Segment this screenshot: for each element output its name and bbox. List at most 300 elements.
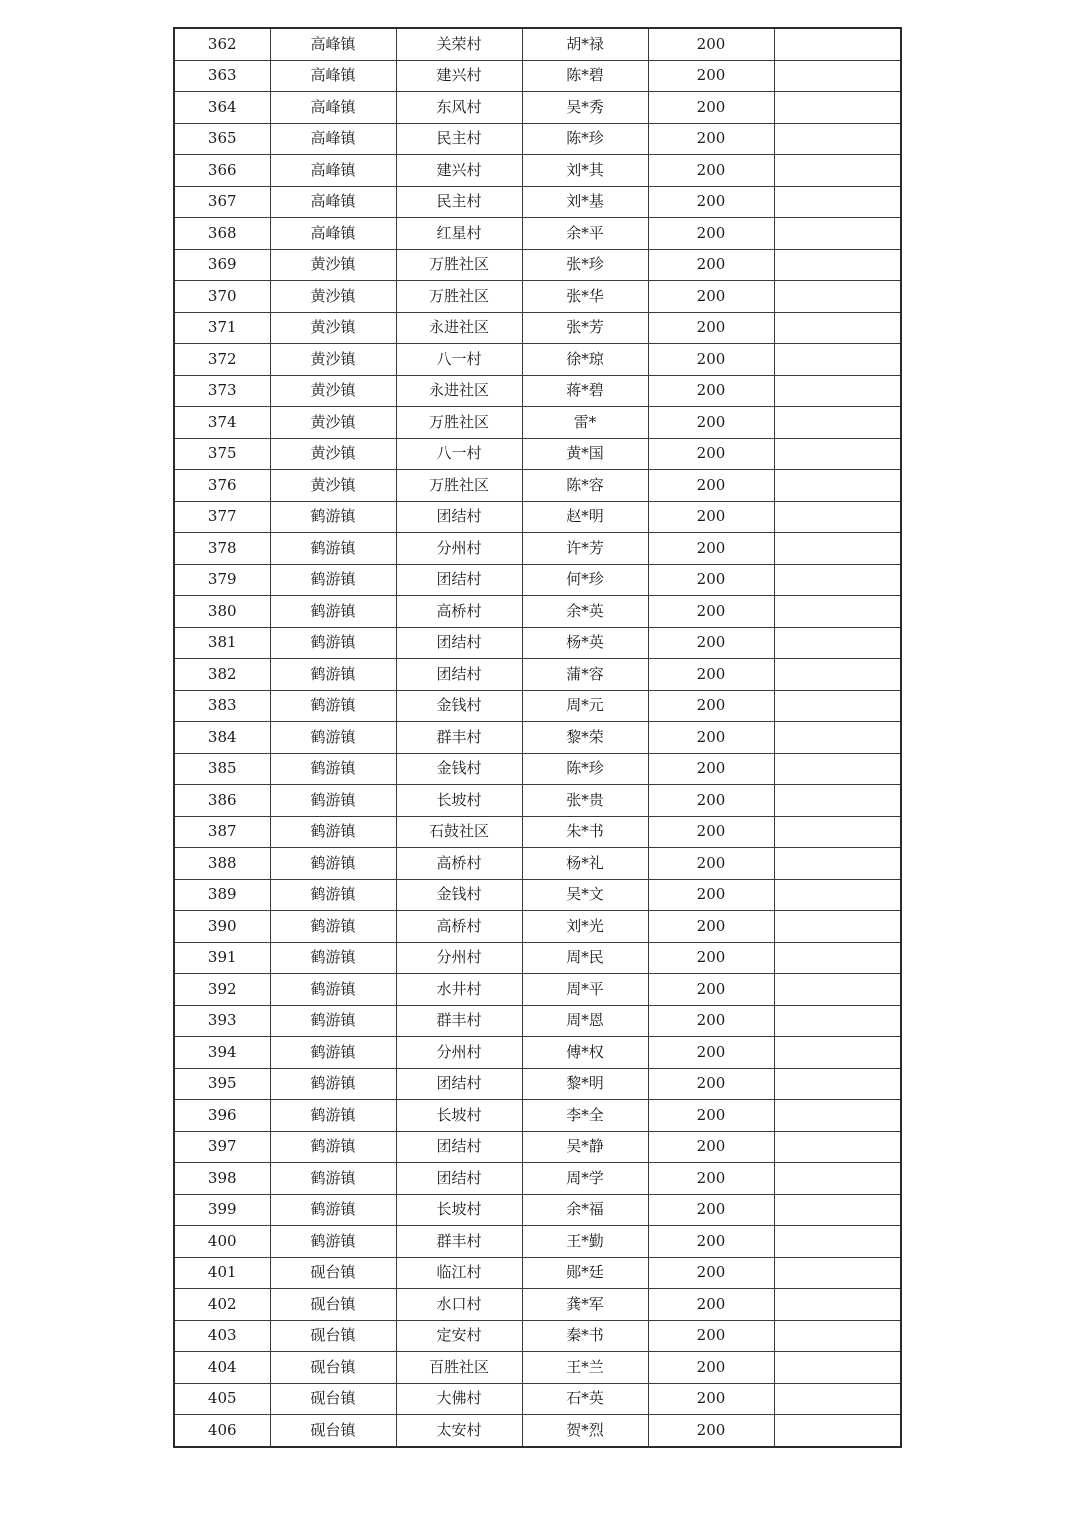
village-cell: 高桥村: [396, 848, 522, 880]
note-cell: [774, 60, 901, 92]
name-cell: 雷*: [522, 407, 648, 439]
town-cell: 鹤游镇: [270, 564, 396, 596]
amount-cell: 200: [648, 218, 774, 250]
table-row: [174, 564, 901, 596]
table-row: [174, 1257, 901, 1289]
village-cell: 水口村: [396, 1289, 522, 1321]
amount-cell: 200: [648, 879, 774, 911]
town-cell: 鹤游镇: [270, 1037, 396, 1069]
table-row: [174, 155, 901, 187]
village-cell: 定安村: [396, 1320, 522, 1352]
name-cell: 李*全: [522, 1100, 648, 1132]
amount-cell: 200: [648, 1352, 774, 1384]
village-cell: 红星村: [396, 218, 522, 250]
town-cell: 高峰镇: [270, 60, 396, 92]
name-cell: 刘*光: [522, 911, 648, 943]
village-cell: 金钱村: [396, 879, 522, 911]
village-cell: 永进社区: [396, 312, 522, 344]
note-cell: [774, 281, 901, 313]
village-cell: 水井村: [396, 974, 522, 1006]
village-cell: 群丰村: [396, 1226, 522, 1258]
table-row: [174, 1352, 901, 1384]
village-cell: 群丰村: [396, 1005, 522, 1037]
name-cell: 贺*烈: [522, 1415, 648, 1447]
amount-cell: 200: [648, 596, 774, 628]
name-cell: 赵*明: [522, 501, 648, 533]
amount-cell: 200: [648, 816, 774, 848]
town-cell: 鹤游镇: [270, 1194, 396, 1226]
row-number-cell: 362: [174, 28, 270, 60]
note-cell: [774, 1383, 901, 1415]
village-cell: 百胜社区: [396, 1352, 522, 1384]
name-cell: 陈*容: [522, 470, 648, 502]
name-cell: 张*珍: [522, 249, 648, 281]
note-cell: [774, 1352, 901, 1384]
table-row: [174, 1383, 901, 1415]
village-cell: 太安村: [396, 1415, 522, 1447]
village-cell: 万胜社区: [396, 470, 522, 502]
name-cell: 王*勤: [522, 1226, 648, 1258]
village-cell: 团结村: [396, 564, 522, 596]
town-cell: 鹤游镇: [270, 942, 396, 974]
name-cell: 陈*碧: [522, 60, 648, 92]
name-cell: 刘*其: [522, 155, 648, 187]
town-cell: 黄沙镇: [270, 470, 396, 502]
note-cell: [774, 218, 901, 250]
row-number-cell: 373: [174, 375, 270, 407]
name-cell: 王*兰: [522, 1352, 648, 1384]
town-cell: 鹤游镇: [270, 596, 396, 628]
note-cell: [774, 816, 901, 848]
table-row: [174, 123, 901, 155]
row-number-cell: 404: [174, 1352, 270, 1384]
note-cell: [774, 1100, 901, 1132]
row-number-cell: 383: [174, 690, 270, 722]
amount-cell: 200: [648, 1226, 774, 1258]
row-number-cell: 379: [174, 564, 270, 596]
row-number-cell: 381: [174, 627, 270, 659]
row-number-cell: 399: [174, 1194, 270, 1226]
village-cell: 八一村: [396, 438, 522, 470]
table-row: [174, 249, 901, 281]
village-cell: 临江村: [396, 1257, 522, 1289]
row-number-cell: 367: [174, 186, 270, 218]
table-row: [174, 690, 901, 722]
note-cell: [774, 1163, 901, 1195]
amount-cell: 200: [648, 1383, 774, 1415]
note-cell: [774, 753, 901, 785]
village-cell: 分州村: [396, 533, 522, 565]
town-cell: 鹤游镇: [270, 848, 396, 880]
note-cell: [774, 92, 901, 124]
amount-cell: 200: [648, 1100, 774, 1132]
village-cell: 建兴村: [396, 155, 522, 187]
amount-cell: 200: [648, 1037, 774, 1069]
town-cell: 鹤游镇: [270, 816, 396, 848]
town-cell: 黄沙镇: [270, 312, 396, 344]
amount-cell: 200: [648, 312, 774, 344]
village-cell: 金钱村: [396, 753, 522, 785]
row-number-cell: 384: [174, 722, 270, 754]
amount-cell: 200: [648, 60, 774, 92]
row-number-cell: 369: [174, 249, 270, 281]
note-cell: [774, 1226, 901, 1258]
amount-cell: 200: [648, 627, 774, 659]
note-cell: [774, 942, 901, 974]
town-cell: 鹤游镇: [270, 501, 396, 533]
amount-cell: 200: [648, 942, 774, 974]
town-cell: 黄沙镇: [270, 438, 396, 470]
note-cell: [774, 1257, 901, 1289]
amount-cell: 200: [648, 911, 774, 943]
note-cell: [774, 312, 901, 344]
name-cell: 何*珍: [522, 564, 648, 596]
table-row: [174, 533, 901, 565]
note-cell: [774, 344, 901, 376]
name-cell: 周*恩: [522, 1005, 648, 1037]
table-row: [174, 312, 901, 344]
name-cell: 徐*琼: [522, 344, 648, 376]
table-row: [174, 879, 901, 911]
table-row: [174, 501, 901, 533]
amount-cell: 200: [648, 92, 774, 124]
town-cell: 黄沙镇: [270, 344, 396, 376]
name-cell: 秦*书: [522, 1320, 648, 1352]
name-cell: 傅*权: [522, 1037, 648, 1069]
name-cell: 蒋*碧: [522, 375, 648, 407]
row-number-cell: 394: [174, 1037, 270, 1069]
name-cell: 陈*珍: [522, 753, 648, 785]
town-cell: 鹤游镇: [270, 1163, 396, 1195]
amount-cell: 200: [648, 564, 774, 596]
town-cell: 鹤游镇: [270, 1005, 396, 1037]
town-cell: 鹤游镇: [270, 1100, 396, 1132]
table-row: [174, 281, 901, 313]
amount-cell: 200: [648, 249, 774, 281]
name-cell: 张*贵: [522, 785, 648, 817]
amount-cell: 200: [648, 28, 774, 60]
table-row: [174, 1289, 901, 1321]
table-row: [174, 942, 901, 974]
recipient-table: [173, 27, 902, 1448]
village-cell: 分州村: [396, 942, 522, 974]
row-number-cell: 390: [174, 911, 270, 943]
amount-cell: 200: [648, 753, 774, 785]
note-cell: [774, 564, 901, 596]
row-number-cell: 377: [174, 501, 270, 533]
name-cell: 蒲*容: [522, 659, 648, 691]
note-cell: [774, 155, 901, 187]
name-cell: 朱*书: [522, 816, 648, 848]
name-cell: 张*芳: [522, 312, 648, 344]
name-cell: 许*芳: [522, 533, 648, 565]
table-row: [174, 1068, 901, 1100]
name-cell: 黎*荣: [522, 722, 648, 754]
row-number-cell: 391: [174, 942, 270, 974]
amount-cell: 200: [648, 1068, 774, 1100]
note-cell: [774, 438, 901, 470]
village-cell: 团结村: [396, 1068, 522, 1100]
table-row: [174, 375, 901, 407]
village-cell: 万胜社区: [396, 249, 522, 281]
note-cell: [774, 533, 901, 565]
village-cell: 高桥村: [396, 596, 522, 628]
village-cell: 团结村: [396, 659, 522, 691]
town-cell: 鹤游镇: [270, 974, 396, 1006]
table-row: [174, 1194, 901, 1226]
row-number-cell: 386: [174, 785, 270, 817]
town-cell: 高峰镇: [270, 218, 396, 250]
town-cell: 鹤游镇: [270, 533, 396, 565]
village-cell: 长坡村: [396, 785, 522, 817]
town-cell: 鹤游镇: [270, 753, 396, 785]
name-cell: 张*华: [522, 281, 648, 313]
table-row: [174, 438, 901, 470]
amount-cell: 200: [648, 501, 774, 533]
note-cell: [774, 1194, 901, 1226]
amount-cell: 200: [648, 659, 774, 691]
village-cell: 关荣村: [396, 28, 522, 60]
name-cell: 周*民: [522, 942, 648, 974]
row-number-cell: 376: [174, 470, 270, 502]
town-cell: 黄沙镇: [270, 375, 396, 407]
town-cell: 砚台镇: [270, 1257, 396, 1289]
village-cell: 万胜社区: [396, 281, 522, 313]
name-cell: 杨*礼: [522, 848, 648, 880]
town-cell: 高峰镇: [270, 28, 396, 60]
note-cell: [774, 1005, 901, 1037]
town-cell: 黄沙镇: [270, 249, 396, 281]
town-cell: 鹤游镇: [270, 722, 396, 754]
row-number-cell: 397: [174, 1131, 270, 1163]
note-cell: [774, 470, 901, 502]
table-row: [174, 1163, 901, 1195]
town-cell: 高峰镇: [270, 155, 396, 187]
note-cell: [774, 186, 901, 218]
row-number-cell: 374: [174, 407, 270, 439]
row-number-cell: 403: [174, 1320, 270, 1352]
note-cell: [774, 879, 901, 911]
table-row: [174, 974, 901, 1006]
amount-cell: 200: [648, 533, 774, 565]
village-cell: 永进社区: [396, 375, 522, 407]
village-cell: 团结村: [396, 1131, 522, 1163]
name-cell: 郧*廷: [522, 1257, 648, 1289]
name-cell: 胡*禄: [522, 28, 648, 60]
note-cell: [774, 627, 901, 659]
row-number-cell: 406: [174, 1415, 270, 1447]
name-cell: 陈*珍: [522, 123, 648, 155]
table-row: [174, 1037, 901, 1069]
amount-cell: 200: [648, 848, 774, 880]
amount-cell: 200: [648, 1005, 774, 1037]
note-cell: [774, 28, 901, 60]
amount-cell: 200: [648, 722, 774, 754]
village-cell: 团结村: [396, 1163, 522, 1195]
village-cell: 万胜社区: [396, 407, 522, 439]
town-cell: 鹤游镇: [270, 1226, 396, 1258]
amount-cell: 200: [648, 375, 774, 407]
note-cell: [774, 1037, 901, 1069]
note-cell: [774, 690, 901, 722]
town-cell: 鹤游镇: [270, 1068, 396, 1100]
town-cell: 鹤游镇: [270, 911, 396, 943]
row-number-cell: 382: [174, 659, 270, 691]
village-cell: 长坡村: [396, 1194, 522, 1226]
amount-cell: 200: [648, 470, 774, 502]
amount-cell: 200: [648, 1257, 774, 1289]
row-number-cell: 371: [174, 312, 270, 344]
town-cell: 鹤游镇: [270, 690, 396, 722]
row-number-cell: 370: [174, 281, 270, 313]
village-cell: 东风村: [396, 92, 522, 124]
village-cell: 金钱村: [396, 690, 522, 722]
amount-cell: 200: [648, 1320, 774, 1352]
village-cell: 分州村: [396, 1037, 522, 1069]
village-cell: 长坡村: [396, 1100, 522, 1132]
village-cell: 民主村: [396, 186, 522, 218]
town-cell: 黄沙镇: [270, 407, 396, 439]
amount-cell: 200: [648, 1194, 774, 1226]
amount-cell: 200: [648, 123, 774, 155]
table-row: [174, 722, 901, 754]
amount-cell: 200: [648, 186, 774, 218]
note-cell: [774, 722, 901, 754]
table-row: [174, 659, 901, 691]
amount-cell: 200: [648, 344, 774, 376]
table-row: [174, 344, 901, 376]
row-number-cell: 396: [174, 1100, 270, 1132]
table-row: [174, 816, 901, 848]
village-cell: 民主村: [396, 123, 522, 155]
name-cell: 吴*文: [522, 879, 648, 911]
amount-cell: 200: [648, 407, 774, 439]
note-cell: [774, 1320, 901, 1352]
row-number-cell: 392: [174, 974, 270, 1006]
row-number-cell: 400: [174, 1226, 270, 1258]
table-row: [174, 407, 901, 439]
village-cell: 团结村: [396, 627, 522, 659]
name-cell: 吴*秀: [522, 92, 648, 124]
table-row: [174, 911, 901, 943]
name-cell: 黄*国: [522, 438, 648, 470]
note-cell: [774, 123, 901, 155]
table-row: [174, 1131, 901, 1163]
table-row: [174, 1100, 901, 1132]
town-cell: 砚台镇: [270, 1352, 396, 1384]
recipient-table-body: [174, 28, 901, 1447]
note-cell: [774, 785, 901, 817]
note-cell: [774, 407, 901, 439]
name-cell: 刘*基: [522, 186, 648, 218]
village-cell: 八一村: [396, 344, 522, 376]
town-cell: 高峰镇: [270, 186, 396, 218]
table-row: [174, 596, 901, 628]
town-cell: 黄沙镇: [270, 281, 396, 313]
row-number-cell: 401: [174, 1257, 270, 1289]
row-number-cell: 389: [174, 879, 270, 911]
table-row: [174, 28, 901, 60]
row-number-cell: 368: [174, 218, 270, 250]
amount-cell: 200: [648, 1163, 774, 1195]
table-row: [174, 1320, 901, 1352]
village-cell: 高桥村: [396, 911, 522, 943]
row-number-cell: 398: [174, 1163, 270, 1195]
row-number-cell: 388: [174, 848, 270, 880]
name-cell: 余*平: [522, 218, 648, 250]
note-cell: [774, 911, 901, 943]
amount-cell: 200: [648, 974, 774, 1006]
village-cell: 石鼓社区: [396, 816, 522, 848]
table-row: [174, 848, 901, 880]
village-cell: 建兴村: [396, 60, 522, 92]
note-cell: [774, 596, 901, 628]
table-row: [174, 218, 901, 250]
name-cell: 余*英: [522, 596, 648, 628]
row-number-cell: 395: [174, 1068, 270, 1100]
note-cell: [774, 249, 901, 281]
table-row: [174, 1005, 901, 1037]
amount-cell: 200: [648, 1289, 774, 1321]
table-row: [174, 470, 901, 502]
town-cell: 鹤游镇: [270, 879, 396, 911]
row-number-cell: 405: [174, 1383, 270, 1415]
note-cell: [774, 659, 901, 691]
note-cell: [774, 1068, 901, 1100]
table-row: [174, 1415, 901, 1447]
row-number-cell: 364: [174, 92, 270, 124]
town-cell: 砚台镇: [270, 1415, 396, 1447]
name-cell: 杨*英: [522, 627, 648, 659]
row-number-cell: 363: [174, 60, 270, 92]
amount-cell: 200: [648, 785, 774, 817]
name-cell: 周*学: [522, 1163, 648, 1195]
row-number-cell: 372: [174, 344, 270, 376]
table-row: [174, 1226, 901, 1258]
row-number-cell: 393: [174, 1005, 270, 1037]
town-cell: 鹤游镇: [270, 785, 396, 817]
name-cell: 黎*明: [522, 1068, 648, 1100]
note-cell: [774, 1289, 901, 1321]
note-cell: [774, 501, 901, 533]
town-cell: 砚台镇: [270, 1320, 396, 1352]
name-cell: 吴*静: [522, 1131, 648, 1163]
table-row: [174, 60, 901, 92]
note-cell: [774, 848, 901, 880]
amount-cell: 200: [648, 155, 774, 187]
row-number-cell: 380: [174, 596, 270, 628]
town-cell: 高峰镇: [270, 123, 396, 155]
note-cell: [774, 375, 901, 407]
note-cell: [774, 974, 901, 1006]
town-cell: 鹤游镇: [270, 1131, 396, 1163]
town-cell: 砚台镇: [270, 1383, 396, 1415]
table-row: [174, 92, 901, 124]
note-cell: [774, 1131, 901, 1163]
table-row: [174, 627, 901, 659]
town-cell: 高峰镇: [270, 92, 396, 124]
amount-cell: 200: [648, 1131, 774, 1163]
table-row: [174, 785, 901, 817]
town-cell: 砚台镇: [270, 1289, 396, 1321]
row-number-cell: 365: [174, 123, 270, 155]
village-cell: 团结村: [396, 501, 522, 533]
amount-cell: 200: [648, 690, 774, 722]
name-cell: 龚*军: [522, 1289, 648, 1321]
note-cell: [774, 1415, 901, 1447]
table-row: [174, 753, 901, 785]
table-row: [174, 186, 901, 218]
